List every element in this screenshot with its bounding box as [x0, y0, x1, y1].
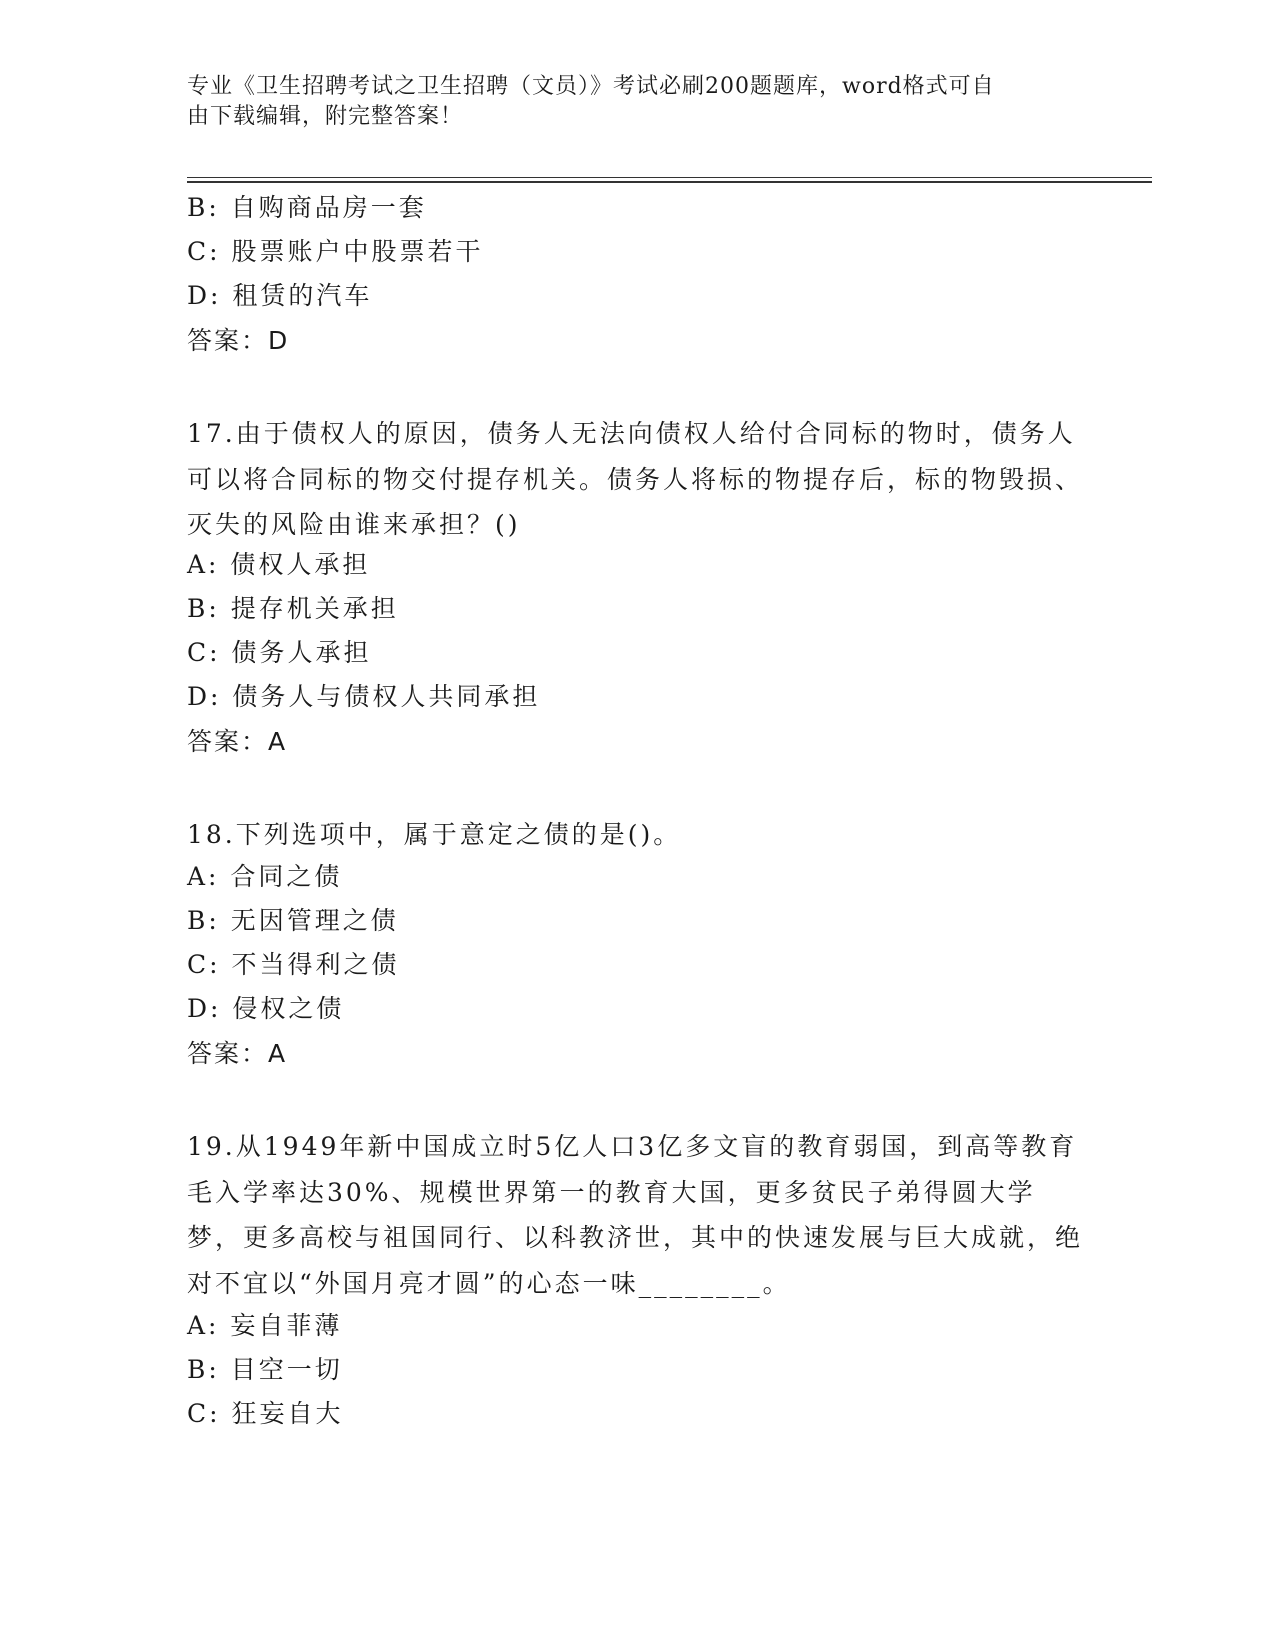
q17-answer: 答案：A [187, 727, 288, 756]
q16-answer: 答案：D [187, 326, 290, 355]
header-line-2: 由下载编辑，附完整答案！ [187, 104, 464, 129]
q16-option-c: C: 股票账户中股票若干 [187, 237, 484, 266]
q17-question-text: 17.由于债权人的原因，债务人无法向债权人给付合同标的物时，债务人可以将合同标的物交付提存机关。债务人将标的物提存后，标的物毁损、灭失的风险由谁来承担？() [187, 419, 1084, 539]
q19-question-text: 19.从1949年新中国成立时5亿人口3亿多文盲的教育弱国，到高等教育毛入学率达30%、规模世界第一的教育大国，更多贫民子弟得圆大学梦，更多高校与祖国同行、以科教济世，其中的快速发展与巨大成就，绝对不宜以“外国月亮才圆”的心态一味________。 [187, 1132, 1084, 1298]
q18-option-b: B: 无因管理之债 [187, 906, 399, 935]
q16-option-d: D: 租赁的汽车 [187, 281, 373, 310]
q18-option-c: C: 不当得利之债 [187, 950, 400, 979]
q19-option-c: C: 狂妄自大 [187, 1399, 344, 1428]
q19-option-a: A: 妄自菲薄 [187, 1311, 343, 1340]
q18-answer: 答案：A [187, 1039, 288, 1068]
q18-question-text: 18.下列选项中，属于意定之债的是()。 [187, 820, 682, 849]
q18-option-d: D: 侵权之债 [187, 994, 345, 1023]
q17-option-b: B: 提存机关承担 [187, 594, 399, 623]
header-line-1: 专业《卫生招聘考试之卫生招聘（文员）》考试必刷200题题库，word格式可自 [187, 74, 995, 99]
q17-option-d: D: 债务人与债权人共同承担 [187, 682, 541, 711]
q18-option-a: A: 合同之债 [187, 862, 343, 891]
header-divider [187, 177, 1152, 183]
q17-option-c: C: 债务人承担 [187, 638, 372, 667]
document-header [187, 72, 1067, 132]
q16-option-b: B: 自购商品房一套 [187, 193, 427, 222]
q17-option-a: A: 债权人承担 [187, 550, 371, 579]
q19-option-b: B: 目空一切 [187, 1355, 343, 1384]
